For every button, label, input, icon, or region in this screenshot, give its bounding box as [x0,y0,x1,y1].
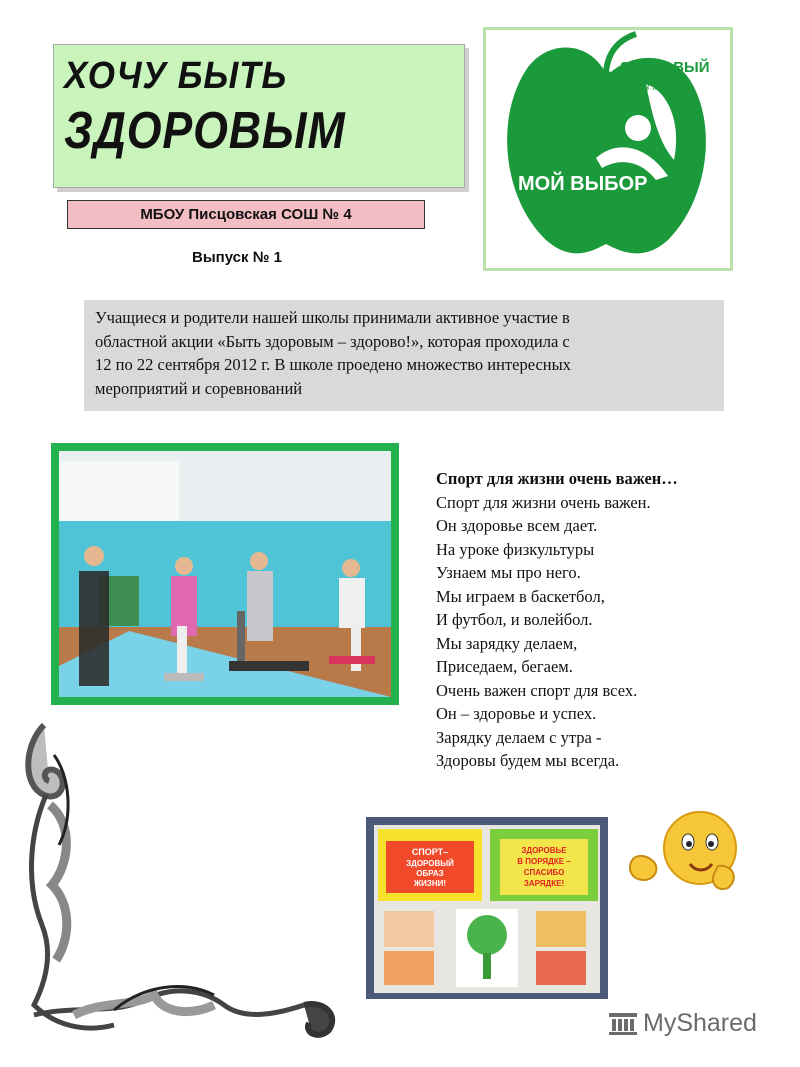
logo-text-top: ЗДОРОВЫЙ [620,59,710,76]
poem-line: Здоровы будем мы всегда. [436,751,620,770]
poem-line: Мы зарядку делаем, [436,633,578,653]
watermark-text: MyShared [643,1008,757,1037]
intro-line: 12 по 22 сентября 2012 г. В школе проедено множество интересных [95,355,571,374]
poster-left-line: ЗДОРОВЫЙ [406,859,454,868]
poem-line: Очень важен спорт для всех. [436,680,638,700]
myshared-watermark [607,1003,757,1043]
gym-photo [51,443,399,705]
presentation-icon [607,1007,639,1039]
poem-line: На уроке физкультуры [436,539,595,559]
title-line-1: ХОЧУ БЫТЬ [64,55,288,97]
logo-text-sub: образ жизни [620,81,684,93]
poster-left-line: ОБРАЗ [416,869,444,878]
poem-line: Он – здоровье и успех. [436,704,597,723]
poem-title: Спорт для жизни очень важен… [436,469,678,488]
intro-line: областной акции «Быть здоровым – здорово!», которая проходила с [95,331,570,351]
poster-right-line: СПАСИБО [523,868,565,877]
poster-right-line: ЗДОРОВЬЕ [521,846,567,855]
poem-line: Узнаем мы про него. [436,563,581,582]
health-posters-photo [366,817,608,999]
poster-left-line: ЖИЗНИ! [413,879,447,888]
intro-line: Учащиеся и родители нашей школы принимали активное участие в [95,308,570,327]
poem-line: Зарядку делаем с утра - [436,727,602,747]
poster-left-line: СПОРТ– [411,847,449,857]
apple-shape [507,48,706,254]
poem-line: И футбол, и волейбол. [436,610,593,629]
poem-line: Приседаем, бегаем. [436,657,573,676]
issue-number: Выпуск № 1 [192,249,282,266]
intro-paragraph [84,300,724,411]
intro-line: мероприятий и соревнований [95,378,303,398]
poem-line: Он здоровье всем дает. [436,516,598,535]
title-line-2: ЗДОРОВЫМ [64,102,346,160]
poem-line: Мы играем в баскетбол, [436,586,605,606]
poem [436,467,678,773]
healthy-lifestyle-logo [483,27,733,271]
poster-right-line: В ПОРЯДКЕ – [517,857,571,866]
poem-line: Спорт для жизни очень важен. [436,492,651,512]
title-box [53,44,465,188]
corner-ornament [14,715,344,1050]
poster-right-line: ЗАРЯДКЕ! [523,879,565,888]
logo-text-main: МОЙ ВЫБОР [518,173,648,195]
smiley-emoticon [622,808,742,899]
school-name-label: МБОУ Писцовская СОШ № 4 [67,200,425,229]
